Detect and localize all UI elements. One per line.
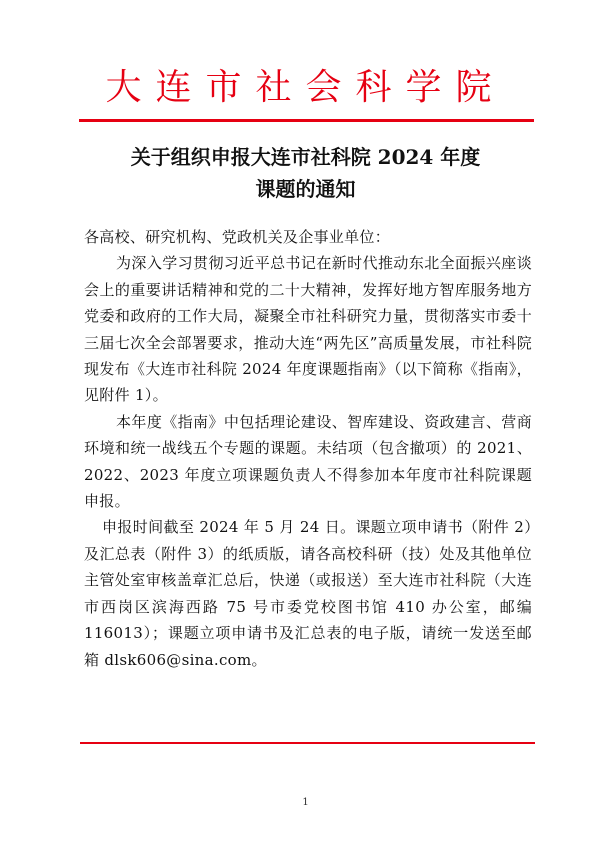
page-number: 1 <box>302 797 309 808</box>
paragraph-1: 为深入学习贯彻习近平总书记在新时代推动东北全面振兴座谈会上的重要讲话精神和党的二十大精神，发挥好地方智库服务地方党委和政府的工作大局，凝聚全市社科研究力量，贯彻落实市委十三届七次全会部署要求，推动大连“两先区”高质量发展，市社科院现发布《大连市社科院 2024 年度课题指南》（以下简称《指南》，见附件 1）。 <box>84 254 532 405</box>
paragraph-3: 申报时间截至 2024 年 5 月 24 日。课题立项申请书（附件 2）及汇总表（附件 3）的纸质版，请各高校科研（技）处及其他单位主管处室审核盖章汇总后，快递（或报送）至大连市社科院（大连市西岗区滨海西路 75 号市委党校图书馆 410 办公室，邮编 116013）；课题立项申请书及汇总表的电子版，请统一发送至邮箱 dlsk606@sina.com。 <box>84 518 532 669</box>
organization-header: 大连市社会科学院 <box>105 67 506 108</box>
paragraph-2: 本年度《指南》中包括理论建设、智库建设、资政建言、营商环境和统一战线五个专题的课题。未结项（包含撤项）的 2021、2022、2023 年度立项课题负责人不得参加本年度市社科院课题申报。 <box>84 412 532 511</box>
red-annotation-line <box>80 742 535 744</box>
document-title-line-2: 课题的通知 <box>255 177 356 201</box>
salutation: 各高校、研究机构、党政机关及企事业单位： <box>84 228 391 246</box>
document-title-line-1: 关于组织申报大连市社科院 2024 年度 <box>130 145 481 169</box>
document-body <box>84 224 532 673</box>
header-red-rule <box>79 119 534 122</box>
